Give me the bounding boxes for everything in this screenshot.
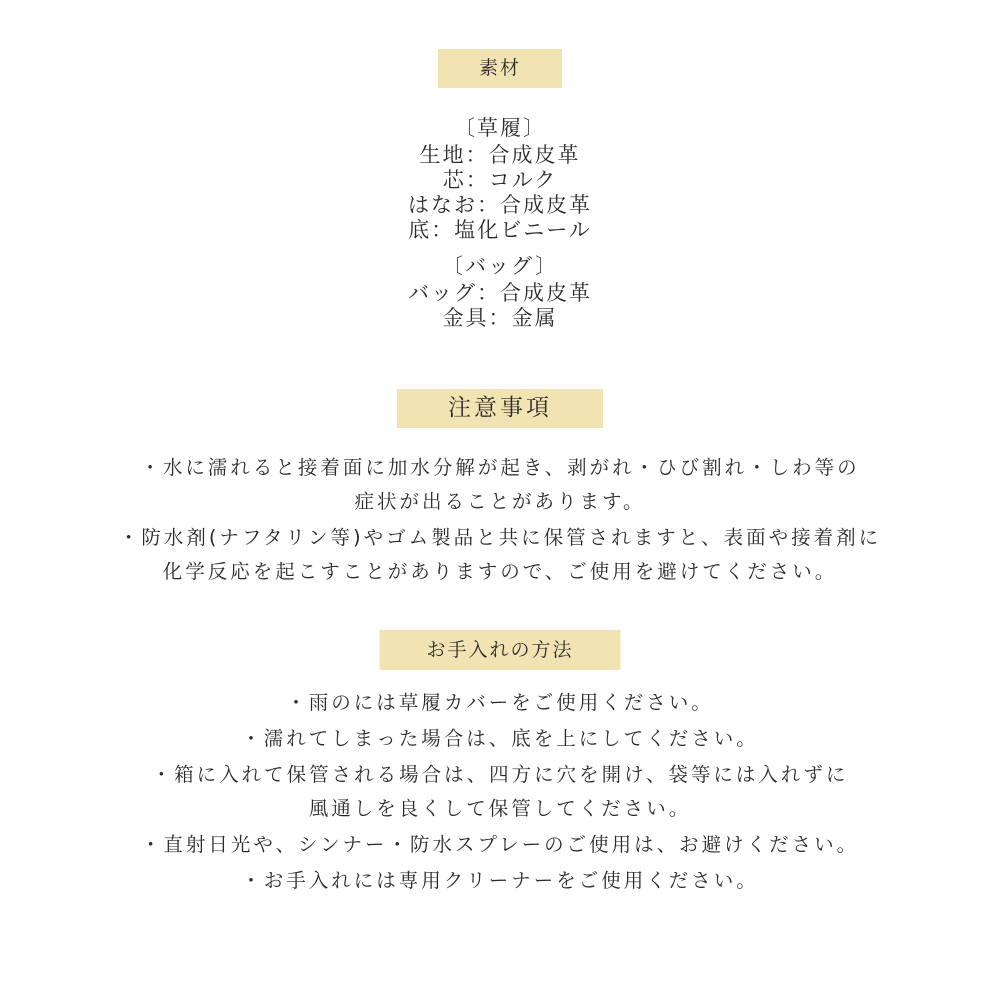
bag-material-line: バッグ：合成皮革	[408, 281, 592, 305]
zori-material-line: 生地：合成皮革	[419, 143, 581, 167]
materials-heading: 素材	[438, 49, 562, 88]
caution-item	[0, 451, 1000, 519]
zori-heading: 〔草履〕	[454, 116, 546, 140]
caution-text-line: ・水に濡れると接着面に加水分解が起き、剥がれ・ひび割れ・しわ等の	[140, 456, 860, 479]
caution-text-line: ・防水剤(ナフタリン等)やゴム製品と共に保管されますと、表面や接着剤に	[118, 526, 882, 549]
care-text-line: ・直射日光や、シンナー・防水スプレーのご使用は、お避けください。	[140, 833, 860, 856]
cautions-heading: 注意事項	[397, 389, 603, 428]
care-item	[0, 722, 1000, 756]
bag-heading: 〔バッグ〕	[441, 254, 559, 278]
cautions-list	[0, 451, 1000, 589]
care-item	[0, 758, 1000, 826]
care-text-line: ・雨のには草履カバーをご使用ください。	[286, 691, 714, 714]
care-text-line: ・濡れてしまった場合は、底を上にしてください。	[241, 727, 759, 750]
care-text-line: ・お手入れには専用クリーナーをご使用ください。	[241, 869, 759, 892]
zori-material-line: 底：塩化ビニール	[408, 218, 592, 242]
caution-text-line: 化学反応を起こすことがありますので、ご使用を避けてください。	[162, 560, 838, 583]
care-item	[0, 828, 1000, 862]
care-text-line: 風通しを良くして保管してください。	[308, 797, 692, 820]
bag-materials	[0, 251, 1000, 331]
zori-materials	[0, 113, 1000, 243]
caution-item	[0, 521, 1000, 589]
caution-text-line: 症状が出ることがあります。	[354, 490, 646, 513]
care-text-line: ・箱に入れて保管される場合は、四方に穴を開け、袋等には入れずに	[151, 763, 849, 786]
materials-list	[0, 113, 1000, 331]
care-list	[0, 686, 1000, 898]
bag-material-line: 金具：金属	[442, 306, 558, 330]
zori-material-line: 芯：コルク	[442, 168, 558, 192]
zori-material-line: はなお：合成皮革	[408, 193, 592, 217]
care-heading: お手入れの方法	[380, 630, 621, 670]
care-item	[0, 686, 1000, 720]
care-item	[0, 864, 1000, 898]
